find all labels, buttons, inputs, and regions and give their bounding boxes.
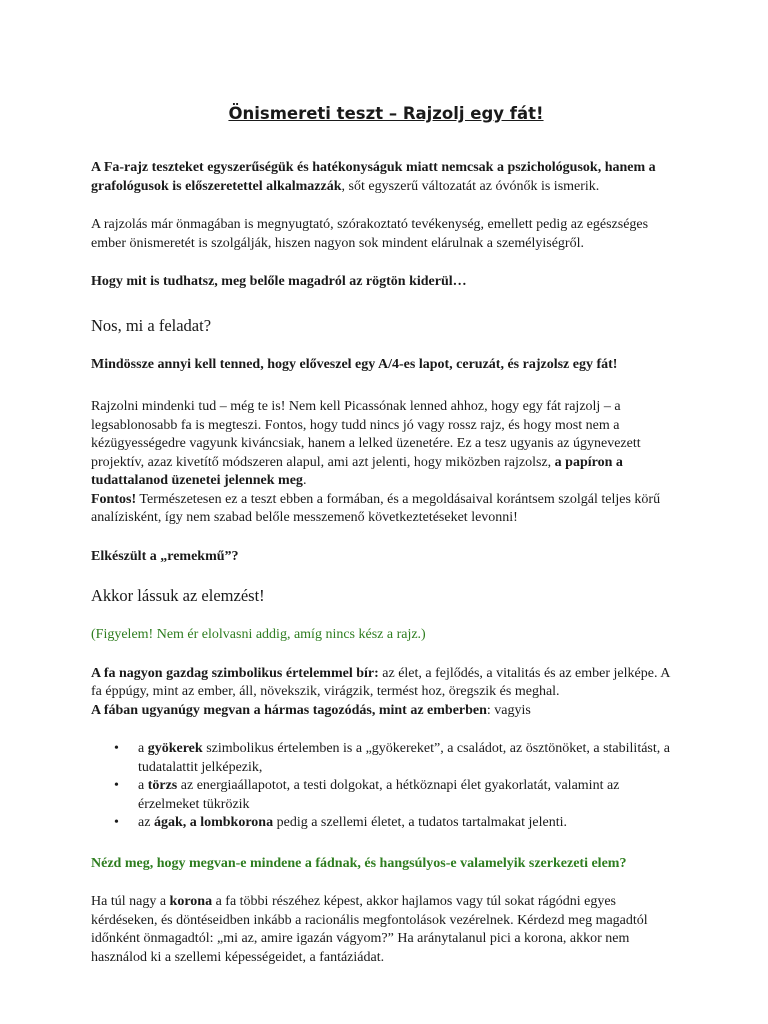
intro-bold: A Fa-rajz teszteket egyszerűségük és hatékonyságuk miatt nemcsak a pszichológusok, hanem a grafológusok is előszeretettel alkalmazzák <box>91 160 656 194</box>
important-label: Fontos! <box>91 491 137 507</box>
list-item-trunk <box>114 777 681 814</box>
crown-text: a fa többi részéhez képest, akkor hajlamos vagy túl sokat rágódni egyes kérdéseken, és döntéseidben inkább a racionális megfontolások vezérelnek. Kérdezd meg magadtól időnként önmagadtól: „mi az, amire igazán vágyom?” Ha aránytalanul pici a korona, akkor nem használod ki a szellemi képességeidet, a fantáziádat. <box>91 894 648 965</box>
list-item-term: törzs <box>147 778 178 793</box>
structure-bold: A fában ugyanúgy megvan a hármas tagozódás, mint az emberben <box>91 702 487 718</box>
document-body <box>91 104 681 967</box>
crown-bold: korona <box>169 894 213 909</box>
crown-pre: Ha túl nagy a <box>91 894 170 909</box>
list-item-text: pedig a szellemi életet, a tudatos tartalmakat jelenti. <box>273 815 567 830</box>
list-item-prefix: az <box>138 815 154 830</box>
drawing-text: Rajzolni mindenki tud – még te is! Nem kell Picassónak lenned ahhoz, hogy egy fát rajzolj – a legsablonosabb fa is megteszi. Fontos, hogy tudd nincs jó vagy rossz rajz, és hogy most nem a kézügyességedre vagyunk kiváncsiak, hanem a lelked üzenetére. Ez a tesz ugyanis az úgynevezett projektív, azaz kivetítő módszeren alapul, ami azt jelenti, hogy miközben rajzolsz, <box>91 399 641 470</box>
list-item-branches <box>114 814 681 833</box>
symbolism-paragraph <box>91 665 681 702</box>
list-item-term: gyökerek <box>147 741 203 756</box>
list-item-text: szimbolikus értelemben is a „gyökereket”, a családot, az ösztönöket, a stabilitást, a tudatalattit jelképezik, <box>138 741 670 775</box>
check-question: Nézd meg, hogy megvan-e mindene a fádnak, és hangsúlyos-e valamelyik szerkezeti elem? <box>91 855 627 871</box>
symbolism-text: az élet, a fejlődés, a vitalitás és az ember jelképe. A fa éppúgy, mint az ember, áll, növekszik, virágzik, termést hoz, öregszik és meghal. <box>91 665 670 699</box>
page-title: Önismereti teszt – Rajzolj egy fát! <box>228 104 544 123</box>
warning-note: (Figyelem! Nem ér elolvasni addig, amíg nincs kész a rajz.) <box>91 627 426 642</box>
crown-paragraph <box>91 893 681 967</box>
intro-paragraph <box>91 159 681 196</box>
important-text: Természetesen ez a teszt ebben a formában, és a megoldásaival korántsem szolgál teljes körű analízisként, így nem szabad belőle messzemenő következtetéseket levonni! <box>91 491 661 525</box>
structure-paragraph <box>91 702 681 721</box>
relaxation-paragraph: A rajzolás már önmagában is megnyugtató, szórakoztató tevékenység, emellett pedig az egészséges ember önismeretét is szolgálják, hiszen nagyon sok mindent elárulnak a személyiségről. <box>91 217 649 251</box>
list-item-text: az energiaállapotot, a testi dolgokat, a hétköznapi élet gyakorlatát, valamint az érzelmeket tükrözik <box>138 778 620 812</box>
list-item-roots <box>114 740 681 777</box>
analysis-heading: Akkor lássuk az elemzést! <box>91 586 265 605</box>
tree-parts-list <box>91 740 681 833</box>
list-item-prefix: a <box>138 778 148 793</box>
structure-text: : vagyis <box>486 702 531 718</box>
done-question: Elkészült a „remekmű”? <box>91 548 239 564</box>
task-instruction: Mindössze annyi kell tenned, hogy előveszel egy A/4-es lapot, ceruzát, és rajzolsz egy fát! <box>91 356 618 372</box>
important-paragraph <box>91 491 681 528</box>
bullet-icon: • <box>114 741 119 756</box>
teaser-paragraph: Hogy mit is tudhatsz, meg belőle magadról az rögtön kiderül… <box>91 274 467 289</box>
bullet-icon: • <box>114 778 119 793</box>
intro-rest: , sőt egyszerű változatát az óvónők is ismerik. <box>341 178 600 194</box>
symbolism-bold: A fa nagyon gazdag szimbolikus értelemmel bír: <box>91 665 379 681</box>
drawing-end: . <box>302 473 307 488</box>
bullet-icon: • <box>114 815 119 830</box>
task-heading: Nos, mi a feladat? <box>91 315 212 335</box>
drawing-bold: a papíron a tudattalanod üzenetei jelennek meg <box>91 454 623 488</box>
list-item-prefix: a <box>138 741 148 756</box>
list-item-term: ágak, a lombkorona <box>153 815 274 830</box>
drawing-paragraph <box>91 398 681 491</box>
